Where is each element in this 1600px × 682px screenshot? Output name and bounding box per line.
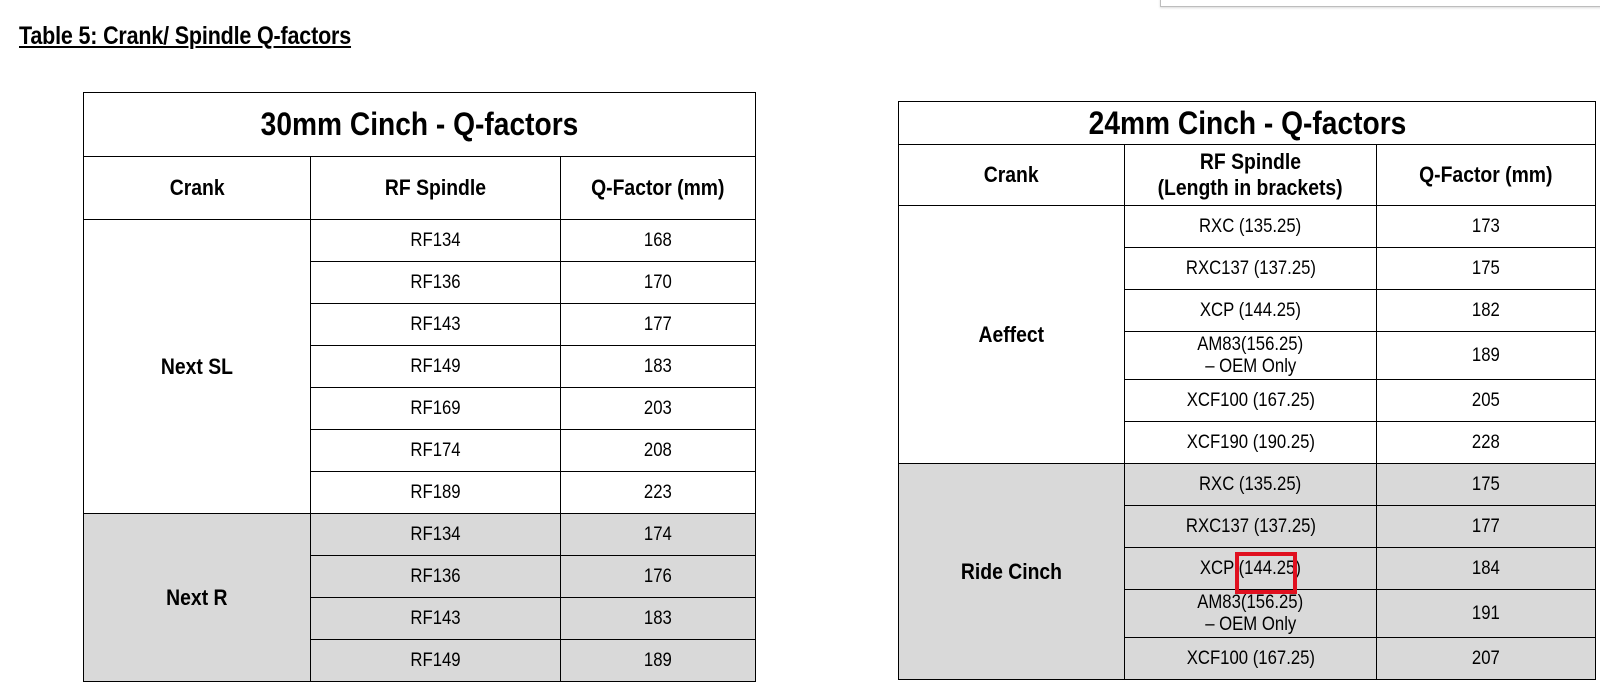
spindle-cell: RF134: [311, 514, 561, 556]
qfactor-cell: 175: [1377, 248, 1596, 290]
qfactor-cell: 183: [561, 598, 756, 640]
header-line-2: (Length in brackets): [1157, 175, 1344, 200]
qfactor-cell: 205: [1377, 380, 1596, 422]
spindle-note: – OEM Only: [1204, 613, 1297, 635]
spindle-cell: RF136: [311, 556, 561, 598]
spindle-cell: RXC (135.25): [1125, 464, 1377, 506]
column-header-qfactor: Q-Factor (mm): [561, 157, 756, 220]
column-header-qfactor: Q-Factor (mm): [1377, 145, 1596, 206]
spindle-cell: XCP (144.25): [1125, 548, 1377, 590]
table-row: [899, 464, 1596, 506]
table-title: 24mm Cinch - Q-factors: [899, 102, 1596, 145]
qfactor-cell: 174: [561, 514, 756, 556]
qfactor-cell: 170: [561, 262, 756, 304]
table-row: [84, 220, 756, 262]
qfactor-cell: 203: [561, 388, 756, 430]
qfactor-cell: 189: [561, 640, 756, 682]
spindle-cell: AM83(156.25) – OEM Only: [1125, 590, 1377, 638]
qfactor-cell: 177: [1377, 506, 1596, 548]
spindle-cell: AM83(156.25) – OEM Only: [1125, 332, 1377, 380]
spindle-cell: RF189: [311, 472, 561, 514]
qfactor-cell: 189: [1377, 332, 1596, 380]
crank-cell: Next R: [84, 514, 311, 682]
crank-cell: Ride Cinch: [899, 464, 1125, 680]
crank-cell: Aeffect: [899, 206, 1125, 464]
spindle-cell: RXC137 (137.25): [1125, 506, 1377, 548]
column-header-spindle: [1125, 145, 1377, 206]
column-header-crank: Crank: [84, 157, 311, 220]
spindle-cell: RF143: [311, 598, 561, 640]
spindle-note: – OEM Only: [1204, 355, 1297, 377]
qfactor-cell: 191: [1377, 590, 1596, 638]
spindle-cell: RF136: [311, 262, 561, 304]
top-popup-edge: [1160, 0, 1600, 7]
qfactor-cell: 184: [1377, 548, 1596, 590]
spindle-cell: RF149: [311, 640, 561, 682]
spindle-cell: RF149: [311, 346, 561, 388]
header-line-1: RF Spindle: [1199, 149, 1302, 174]
qfactor-cell: 228: [1377, 422, 1596, 464]
spindle-cell: RF174: [311, 430, 561, 472]
spindle-cell: RF134: [311, 220, 561, 262]
table-row: [899, 206, 1596, 248]
table-row: [84, 514, 756, 556]
qfactor-cell: 176: [561, 556, 756, 598]
table-caption: Table 5: Crank/ Spindle Q-factors: [19, 22, 352, 50]
spindle-cell: RXC137 (137.25): [1125, 248, 1377, 290]
qfactor-cell: 208: [561, 430, 756, 472]
qfactor-cell: 173: [1377, 206, 1596, 248]
qfactor-cell: 168: [561, 220, 756, 262]
spindle-cell: XCP (144.25): [1125, 290, 1377, 332]
qfactor-cell: 175: [1377, 464, 1596, 506]
spindle-cell: XCF100 (167.25): [1125, 380, 1377, 422]
qfactor-cell: 223: [561, 472, 756, 514]
spindle-cell: RF169: [311, 388, 561, 430]
spindle-cell: RXC (135.25): [1125, 206, 1377, 248]
spindle-cell: RF143: [311, 304, 561, 346]
column-header-crank: Crank: [899, 145, 1125, 206]
crank-cell: Next SL: [84, 220, 311, 514]
table-title: 30mm Cinch - Q-factors: [84, 93, 756, 157]
qfactor-cell: 182: [1377, 290, 1596, 332]
table-30mm-cinch: [83, 92, 756, 682]
column-header-spindle: RF Spindle: [311, 157, 561, 220]
spindle-cell: XCF100 (167.25): [1125, 638, 1377, 680]
table-24mm-cinch: [898, 101, 1596, 680]
qfactor-cell: 183: [561, 346, 756, 388]
qfactor-cell: 177: [561, 304, 756, 346]
qfactor-cell: 207: [1377, 638, 1596, 680]
spindle-cell: XCF190 (190.25): [1125, 422, 1377, 464]
